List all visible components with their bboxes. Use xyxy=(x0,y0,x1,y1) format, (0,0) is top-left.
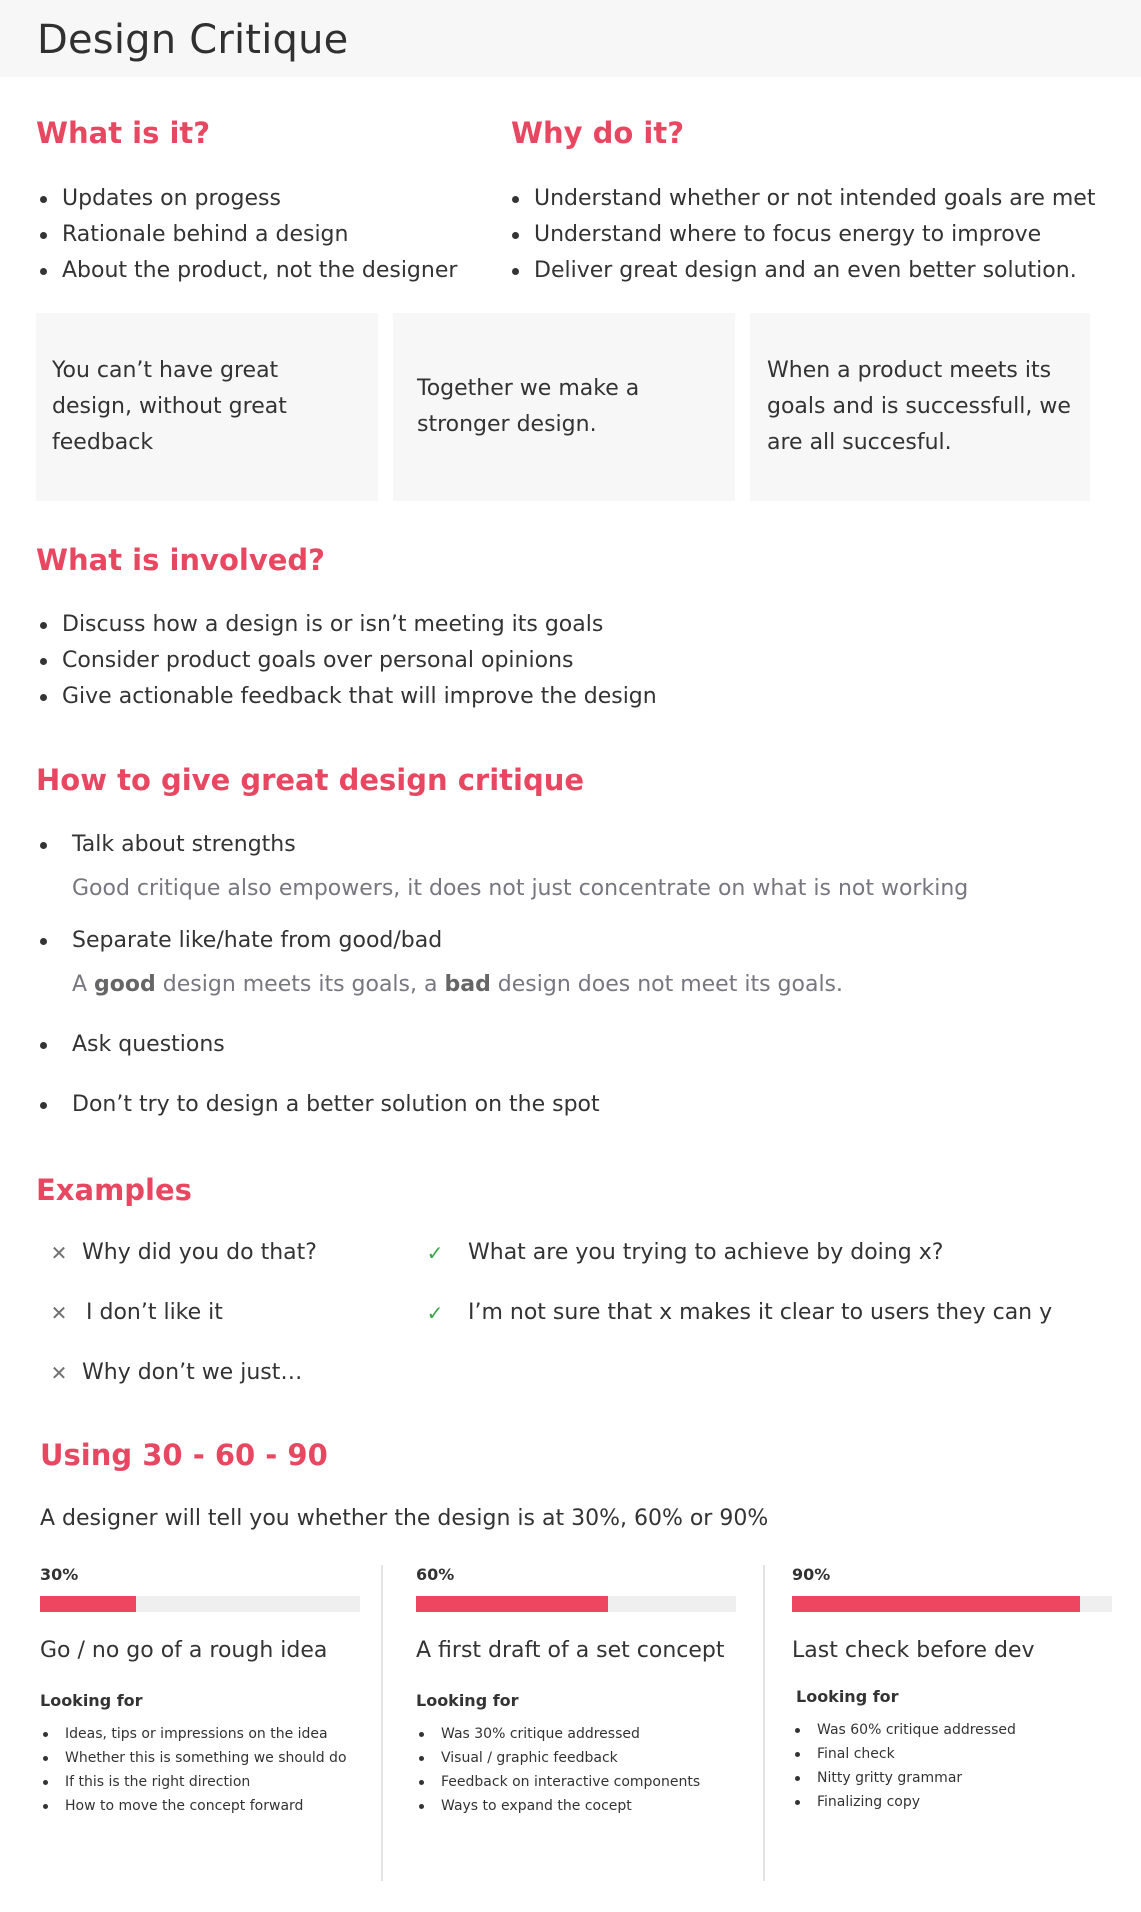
howto-heading: How to give great design critique xyxy=(36,763,585,797)
example-do xyxy=(426,1298,1052,1328)
quote-card xyxy=(750,313,1090,501)
list-item: Was 30% critique addressed xyxy=(416,1722,736,1746)
list-item: Ways to expand the cocept xyxy=(416,1794,736,1818)
list-item: Ideas, tips or impressions on the idea xyxy=(40,1722,360,1746)
why-list xyxy=(509,181,1095,289)
list-item: How to move the concept forward xyxy=(40,1794,360,1818)
quote-text: You can’t have great design, without great feedback xyxy=(52,358,287,455)
page-title: Design Critique xyxy=(37,17,349,63)
list-item: Consider product goals over personal opinions xyxy=(37,643,657,679)
list-item: Was 60% critique addressed xyxy=(792,1718,1112,1742)
stage-90 xyxy=(792,1565,1112,1814)
list-item: Feedback on interactive components xyxy=(416,1770,736,1794)
tip-label: Ask questions xyxy=(72,1032,225,1057)
looking-for-label: Looking for xyxy=(796,1687,899,1706)
using-intro: A designer will tell you whether the design is at 30%, 60% or 90% xyxy=(40,1506,769,1531)
example-do xyxy=(426,1238,943,1268)
tip-item xyxy=(47,1090,600,1120)
looking-for-list xyxy=(792,1718,1112,1814)
example-dont xyxy=(50,1238,317,1268)
looking-for-list xyxy=(40,1722,360,1818)
stage-60 xyxy=(416,1565,736,1818)
examples-heading: Examples xyxy=(36,1173,192,1207)
tip-item xyxy=(47,1030,225,1060)
check-icon: ✓ xyxy=(426,1241,444,1265)
stage-title: Last check before dev xyxy=(792,1638,1035,1663)
cross-icon: ✕ xyxy=(50,1301,68,1325)
tip-label: Don’t try to design a better solution on the spot xyxy=(72,1092,600,1117)
progress-bar xyxy=(416,1596,736,1612)
quote-card xyxy=(36,313,378,501)
progress-fill xyxy=(40,1596,136,1612)
quote-text: Together we make a stronger design. xyxy=(417,376,640,437)
tip-description: A good design meets its goals, a bad design does not meet its goals. xyxy=(72,972,844,997)
why-heading: Why do it? xyxy=(511,116,685,150)
list-item: Whether this is something we should do xyxy=(40,1746,360,1770)
stage-title: Go / no go of a rough idea xyxy=(40,1638,328,1663)
example-text: Why did you do that? xyxy=(82,1240,317,1265)
progress-bar xyxy=(792,1596,1112,1612)
example-text: Why don’t we just… xyxy=(82,1360,303,1385)
list-item: If this is the right direction xyxy=(40,1770,360,1794)
list-item: Nitty gritty grammar xyxy=(792,1766,1112,1790)
stage-percent: 30% xyxy=(40,1565,79,1584)
list-item: Updates on progess xyxy=(37,181,457,217)
tip-label: Talk about strengths xyxy=(72,832,296,857)
example-dont xyxy=(50,1298,223,1328)
involved-heading: What is involved? xyxy=(36,543,325,577)
what-heading: What is it? xyxy=(36,116,211,150)
stage-percent: 60% xyxy=(416,1565,455,1584)
check-icon: ✓ xyxy=(426,1301,444,1325)
quote-text: When a product meets its goals and is successfull, we are all succesful. xyxy=(767,358,1071,455)
stage-30 xyxy=(40,1565,360,1818)
list-item: Understand where to focus energy to improve xyxy=(509,217,1095,253)
list-item: Finalizing copy xyxy=(792,1790,1112,1814)
example-text: I don’t like it xyxy=(86,1300,223,1325)
list-item: Visual / graphic feedback xyxy=(416,1746,736,1770)
list-item: Final check xyxy=(792,1742,1112,1766)
page-header xyxy=(0,0,1141,77)
column-divider xyxy=(763,1565,765,1881)
using-heading: Using 30 - 60 - 90 xyxy=(40,1438,328,1472)
cross-icon: ✕ xyxy=(50,1361,68,1385)
list-item: Discuss how a design is or isn’t meeting its goals xyxy=(37,607,657,643)
example-text: I’m not sure that x makes it clear to users they can y xyxy=(468,1300,1053,1325)
column-divider xyxy=(381,1565,383,1881)
cross-icon: ✕ xyxy=(50,1241,68,1265)
example-dont xyxy=(50,1358,302,1388)
what-list xyxy=(37,181,457,289)
looking-for-label: Looking for xyxy=(416,1691,519,1710)
progress-bar xyxy=(40,1596,360,1612)
involved-list xyxy=(37,607,657,715)
list-item: Deliver great design and an even better solution. xyxy=(509,253,1095,289)
tip-label: Separate like/hate from good/bad xyxy=(72,928,443,953)
list-item: Rationale behind a design xyxy=(37,217,457,253)
example-text: What are you trying to achieve by doing x? xyxy=(468,1240,944,1265)
list-item: Give actionable feedback that will improve the design xyxy=(37,679,657,715)
tip-item xyxy=(47,830,296,860)
list-item: About the product, not the designer xyxy=(37,253,457,289)
looking-for-list xyxy=(416,1722,736,1818)
tip-item xyxy=(47,926,442,956)
progress-fill xyxy=(416,1596,608,1612)
quote-card xyxy=(393,313,735,501)
tip-description: Good critique also empowers, it does not just concentrate on what is not working xyxy=(72,876,969,901)
stage-title: A first draft of a set concept xyxy=(416,1638,725,1663)
stage-percent: 90% xyxy=(792,1565,831,1584)
list-item: Understand whether or not intended goals are met xyxy=(509,181,1095,217)
looking-for-label: Looking for xyxy=(40,1691,143,1710)
progress-fill xyxy=(792,1596,1080,1612)
